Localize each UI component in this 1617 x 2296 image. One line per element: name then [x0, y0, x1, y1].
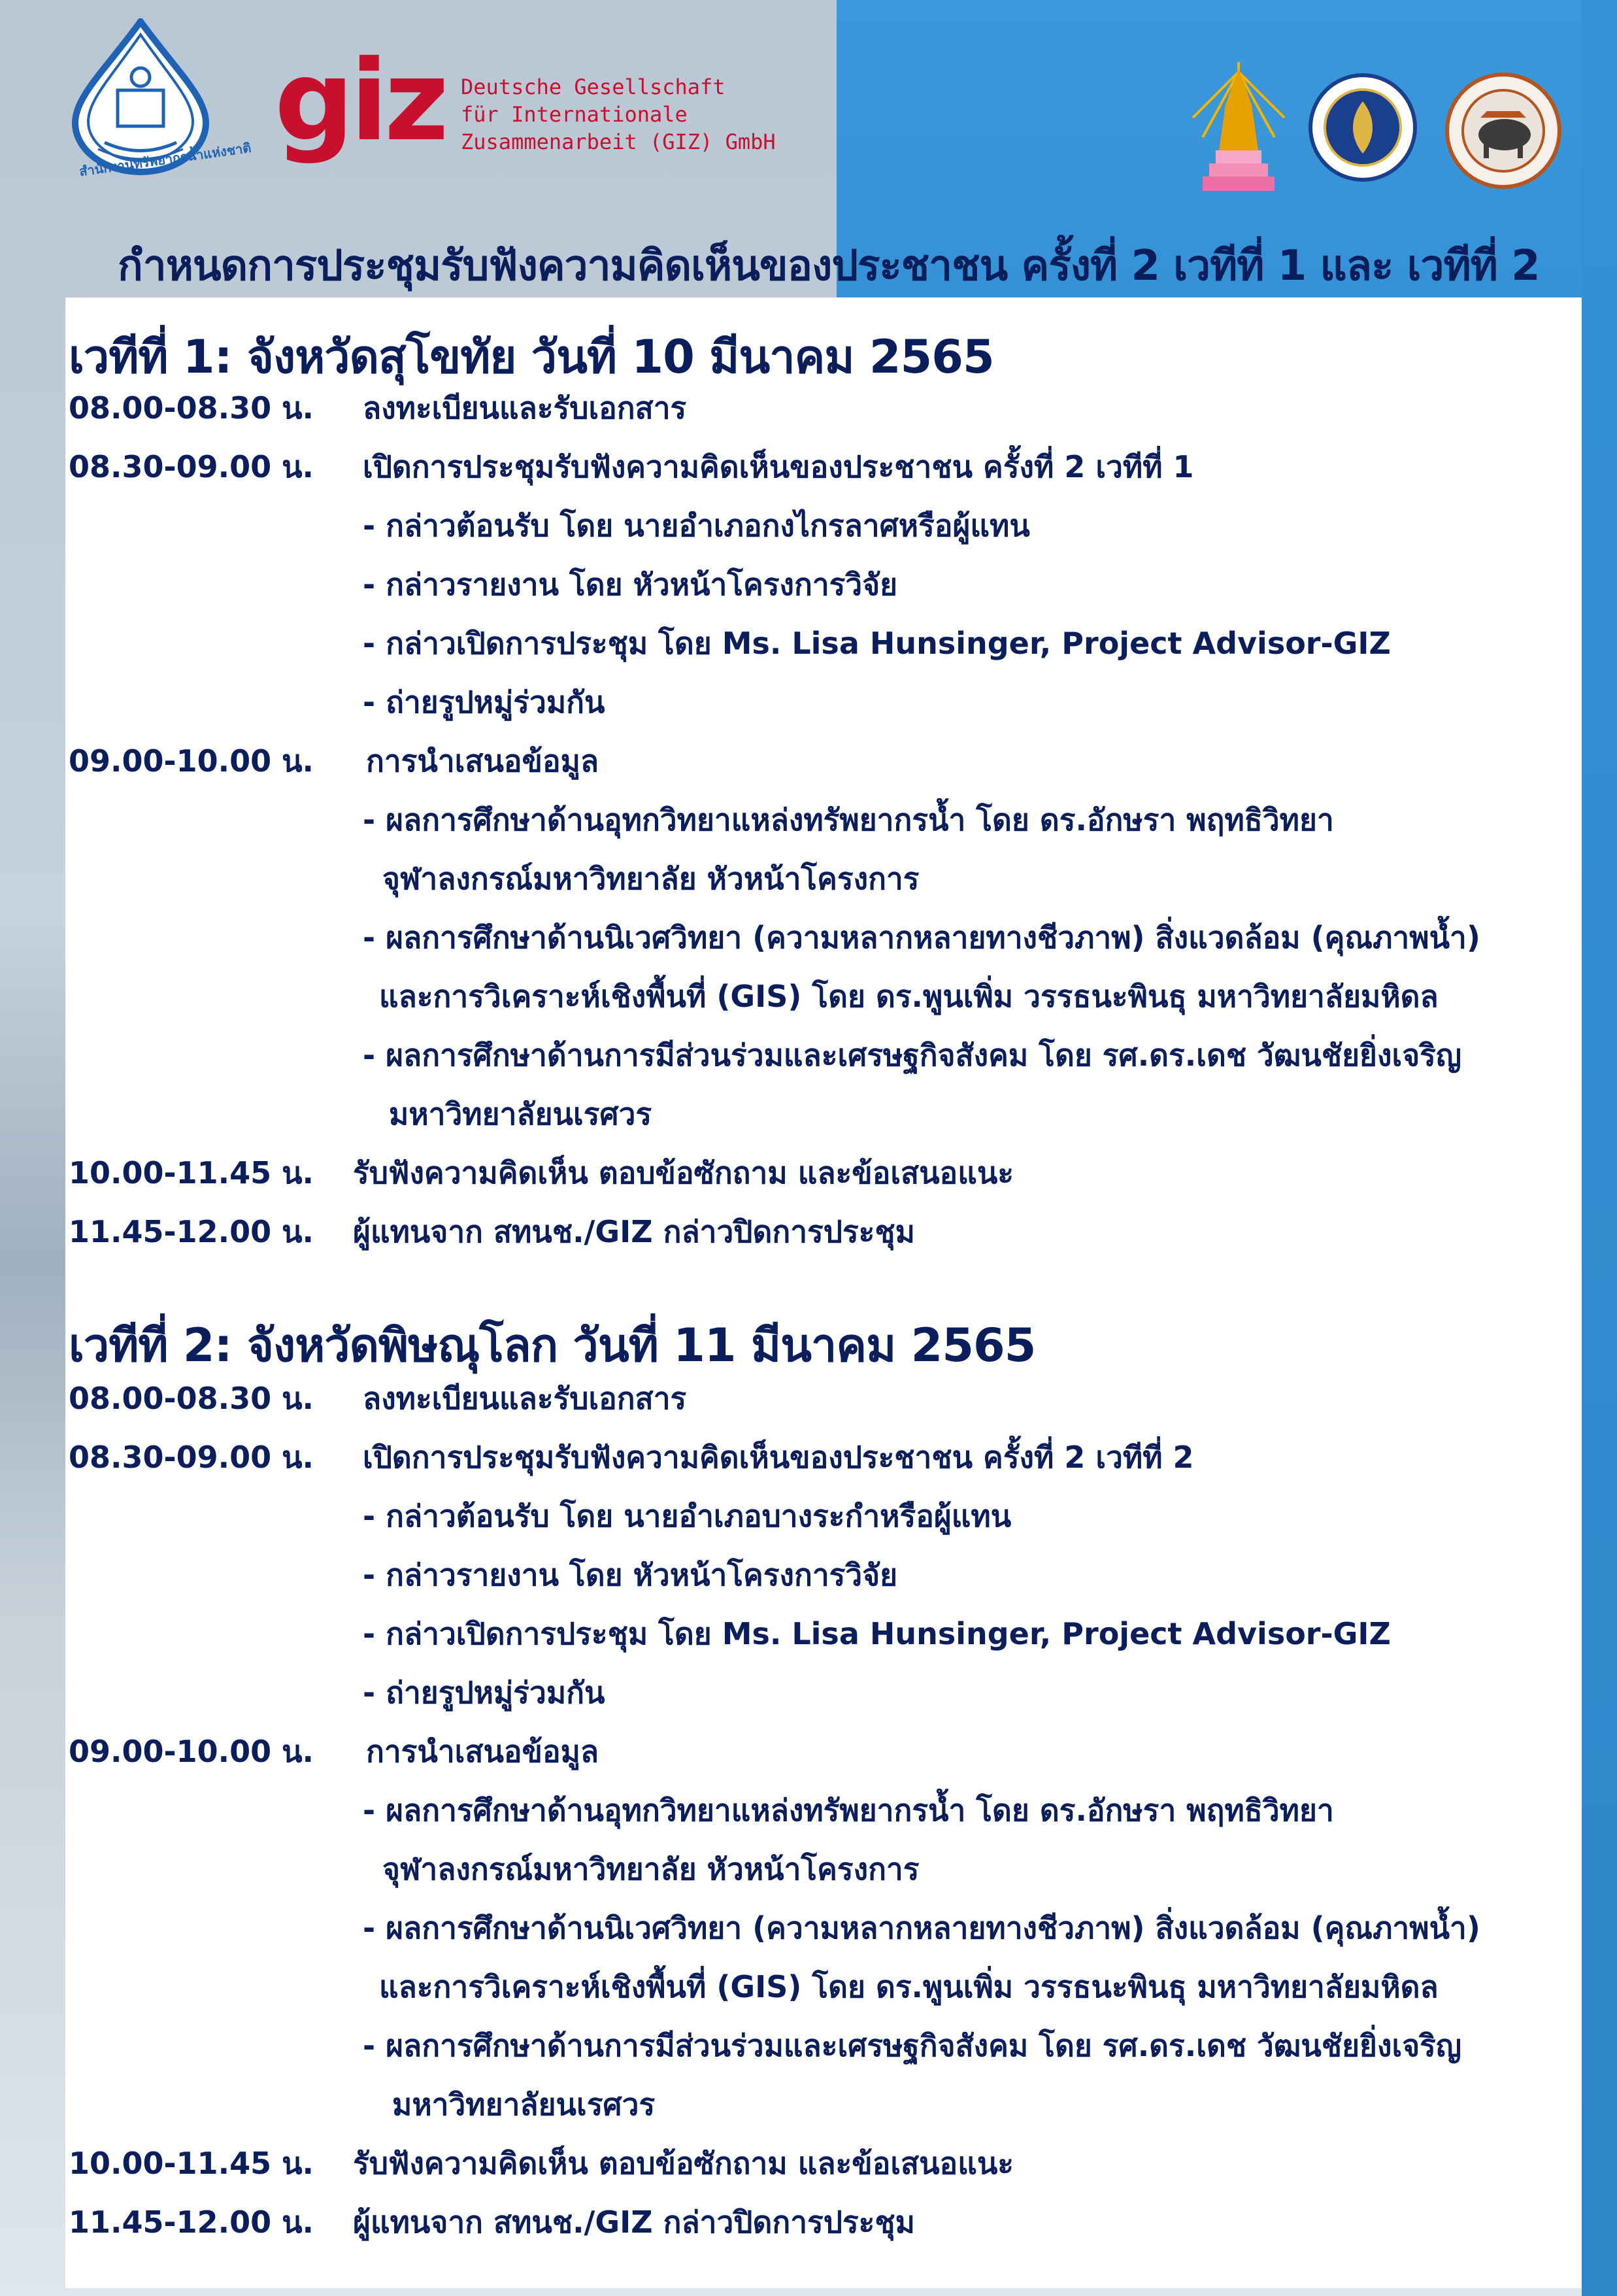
session-1-heading: เวทีที่ 1: จังหวัดสุโขทัย วันที่ 10 มีนาคม 2565 — [69, 330, 994, 384]
schedule-time: 08.00-08.30 น. — [69, 1381, 314, 1416]
schedule-activity: - ถ่ายรูปหมู่ร่วมกัน — [363, 1675, 605, 1710]
schedule-activity: - กล่าวต้อนรับ โดย นายอำเภอกงไกรลาศหรือผู้แทน — [363, 508, 1030, 543]
onwr-logo-text: สำนักงานทรัพยากรน้ำแห่งชาติ — [78, 139, 252, 180]
schedule-activity: เปิดการประชุมรับฟังความคิดเห็นของประชาชน ครั้งที่ 2 เวทีที่ 2 — [363, 1440, 1194, 1475]
schedule-activity: - ถ่ายรูปหมู่ร่วมกัน — [363, 684, 605, 720]
schedule-activity: รับฟังความคิดเห็น ตอบข้อซักถาม และข้อเสนอแนะ — [353, 1155, 1014, 1190]
schedule-time: 09.00-10.00 น. — [69, 743, 314, 779]
schedule-activity: ลงทะเบียนและรับเอกสาร — [363, 1381, 687, 1416]
schedule-activity: ลงทะเบียนและรับเอกสาร — [363, 390, 687, 426]
schedule-time: 11.45-12.00 น. — [69, 2204, 314, 2240]
schedule-activity: - ผลการศึกษาด้านการมีส่วนร่วมและเศรษฐกิจสังคม โดย รศ.ดร.เดช วัฒนชัยยิ่งเจริญ — [363, 2028, 1462, 2063]
schedule-activity: จุฬาลงกรณ์มหาวิทยาลัย หัวหน้าโครงการ — [382, 861, 920, 896]
schedule-activity: เปิดการประชุมรับฟังความคิดเห็นของประชาชน ครั้งที่ 2 เวทีที่ 1 — [363, 449, 1194, 484]
schedule-activity: การนำเสนอข้อมูล — [366, 1734, 599, 1769]
mahidol-seal-icon — [1307, 72, 1418, 183]
schedule-activity: - กล่าวต้อนรับ โดย นายอำเภอบางระกำหรือผู้แทน — [363, 1498, 1012, 1534]
schedule-activity: - ผลการศึกษาด้านอุทกวิทยาแหล่งทรัพยากรน้ำ โดย ดร.อักษรา พฤทธิวิทยา — [363, 1793, 1334, 1828]
schedule-activity: - กล่าวเปิดการประชุม โดย Ms. Lisa Hunsinger, Project Advisor-GIZ — [363, 1616, 1391, 1651]
schedule-activity: มหาวิทยาลัยนเรศวร — [392, 2087, 656, 2122]
schedule-time: 10.00-11.45 น. — [69, 1155, 314, 1190]
schedule-activity: - กล่าวรายงาน โดย หัวหน้าโครงการวิจัย — [363, 567, 898, 602]
schedule-activity: - กล่าวเปิดการประชุม โดย Ms. Lisa Hunsinger, Project Advisor-GIZ — [363, 626, 1391, 661]
giz-logo: giz — [275, 37, 445, 166]
schedule-activity: มหาวิทยาลัยนเรศวร — [389, 1096, 652, 1132]
schedule-time: 11.45-12.00 น. — [69, 1214, 314, 1249]
schedule-time: 08.00-08.30 น. — [69, 390, 314, 426]
giz-org-line: Deutsche Gesellschaft — [461, 75, 725, 99]
giz-org-line: Zusammenarbeit (GIZ) GmbH — [461, 129, 776, 154]
schedule-activity: - กล่าวรายงาน โดย หัวหน้าโครงการวิจัย — [363, 1557, 898, 1593]
page-title: กำหนดการประชุมรับฟังความคิดเห็นของประชาชน ครั้งที่ 2 เวทีที่ 1 และ เวทีที่ 2 — [118, 242, 1540, 290]
schedule-activity: ผู้แทนจาก สทนช./GIZ กล่าวปิดการประชุม — [353, 2204, 915, 2240]
schedule-activity: รับฟังความคิดเห็น ตอบข้อซักถาม และข้อเสนอแนะ — [353, 2146, 1014, 2181]
naresuan-seal-icon — [1444, 72, 1562, 190]
schedule-activity: - ผลการศึกษาด้านการมีส่วนร่วมและเศรษฐกิจสังคม โดย รศ.ดร.เดช วัฒนชัยยิ่งเจริญ — [363, 1038, 1462, 1073]
session-2-heading: เวทีที่ 2: จังหวัดพิษณุโลก วันที่ 11 มีนาคม 2565 — [69, 1319, 1036, 1372]
chula-emblem-icon — [1186, 59, 1291, 196]
schedule-time: 09.00-10.00 น. — [69, 1734, 314, 1769]
schedule-activity: และการวิเคราะห์เชิงพื้นที่ (GIS) โดย ดร.พูนเพิ่ม วรรธนะพินธุ มหาวิทยาลัยมหิดล — [379, 979, 1439, 1014]
schedule-time: 10.00-11.45 น. — [69, 2146, 314, 2181]
right-blue-strip — [1582, 0, 1617, 2296]
schedule-time: 08.30-09.00 น. — [69, 449, 314, 484]
schedule-activity: ผู้แทนจาก สทนช./GIZ กล่าวปิดการประชุม — [353, 1214, 915, 1249]
schedule-activity: จุฬาลงกรณ์มหาวิทยาลัย หัวหน้าโครงการ — [382, 1851, 920, 1887]
schedule-activity: - ผลการศึกษาด้านอุทกวิทยาแหล่งทรัพยากรน้ำ โดย ดร.อักษรา พฤทธิวิทยา — [363, 802, 1334, 837]
schedule-time: 08.30-09.00 น. — [69, 1440, 314, 1475]
schedule-activity: และการวิเคราะห์เชิงพื้นที่ (GIS) โดย ดร.พูนเพิ่ม วรรธนะพินธุ มหาวิทยาลัยมหิดล — [379, 1969, 1439, 2004]
schedule-activity: - ผลการศึกษาด้านนิเวศวิทยา (ความหลากหลายทางชีวภาพ) สิ่งแวดล้อม (คุณภาพน้ำ) — [363, 920, 1480, 955]
schedule-activity: การนำเสนอข้อมูล — [366, 743, 599, 779]
schedule-activity: - ผลการศึกษาด้านนิเวศวิทยา (ความหลากหลายทางชีวภาพ) สิ่งแวดล้อม (คุณภาพน้ำ) — [363, 1910, 1480, 1946]
giz-organization-name — [461, 73, 776, 156]
giz-org-line: für Internationale — [461, 102, 688, 127]
